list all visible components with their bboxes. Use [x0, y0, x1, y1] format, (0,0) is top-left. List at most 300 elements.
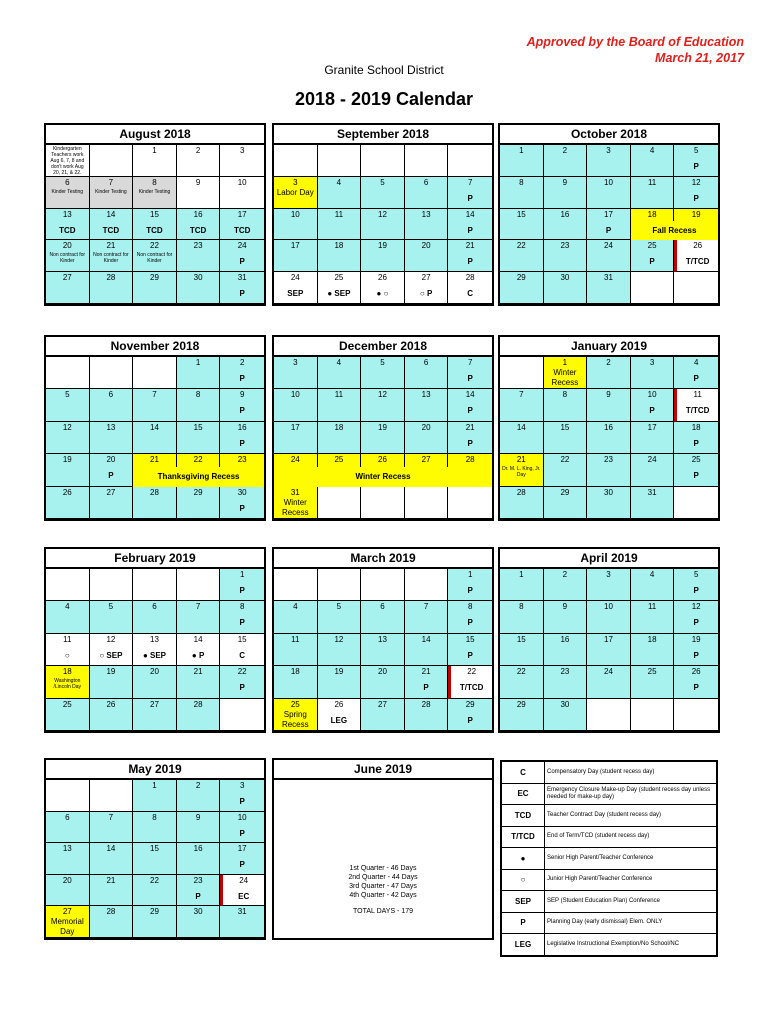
day-cell — [177, 601, 221, 633]
day-number — [274, 569, 317, 570]
day-number: 20 — [378, 667, 387, 677]
day-cell — [631, 601, 675, 633]
day-number: 24 — [290, 273, 300, 283]
day-cell — [361, 209, 405, 241]
day-cell — [220, 487, 264, 519]
day-note: Dr. M. L. King, Jr. Day — [502, 466, 541, 479]
day-cell — [674, 487, 718, 519]
day-cell — [631, 666, 675, 698]
day-code: TCD — [233, 225, 251, 235]
day-cell — [274, 209, 318, 241]
day-number: 9 — [562, 177, 568, 187]
day-cell — [46, 875, 90, 907]
day-number: 15 — [150, 209, 159, 219]
day-cell — [361, 240, 405, 272]
day-number: 14 — [465, 390, 475, 400]
day-number — [46, 357, 89, 358]
day-cell — [448, 209, 492, 241]
day-code: P — [239, 374, 245, 383]
day-number: 9 — [239, 390, 245, 400]
day-code: P — [239, 683, 245, 693]
day-cell — [587, 569, 631, 601]
day-number — [90, 569, 133, 570]
day-cell — [274, 389, 318, 421]
day-number: 15 — [150, 844, 159, 854]
day-number: 1 — [152, 781, 157, 790]
day-cell — [90, 272, 134, 304]
day-number — [274, 145, 317, 146]
day-number: 29 — [560, 487, 570, 497]
month-calendar — [498, 335, 720, 521]
day-number: 1 — [519, 570, 524, 579]
legend-row — [502, 913, 716, 935]
legend-row — [502, 827, 716, 849]
legend-description: Teacher Contract Day (student recess day) — [547, 811, 662, 818]
day-number: 22 — [516, 667, 526, 677]
day-note: Kinder Testing — [51, 188, 84, 195]
day-number: 1 — [562, 358, 568, 367]
day-number: 25 — [290, 699, 300, 709]
day-cell — [631, 634, 675, 666]
day-cell — [587, 422, 631, 454]
legend-description: SEP (Student Education Plan) Conference — [547, 897, 660, 904]
day-cell — [587, 177, 631, 209]
day-cell — [133, 843, 177, 875]
legend-row — [502, 848, 716, 870]
day-number: 10 — [647, 390, 657, 400]
day-number: 26 — [62, 487, 72, 497]
day-cell — [220, 177, 264, 209]
day-cell — [544, 145, 588, 177]
day-code: P — [693, 162, 699, 171]
legend-row — [502, 934, 716, 955]
day-number: 21 — [193, 667, 203, 677]
day-cell — [318, 209, 362, 241]
day-number: 29 — [150, 273, 159, 283]
day-number: 17 — [290, 241, 300, 251]
day-code: P — [467, 374, 473, 383]
day-number: 16 — [237, 422, 247, 432]
day-number: 4 — [649, 570, 655, 579]
day-cell — [220, 145, 264, 177]
day-number — [405, 487, 448, 488]
day-number — [631, 272, 674, 273]
day-number: 15 — [465, 634, 475, 644]
day-note: Washington /Lincoln Day — [53, 678, 82, 691]
day-cell — [500, 634, 544, 666]
day-cell — [90, 875, 134, 907]
day-cell — [318, 272, 362, 304]
day-number — [318, 569, 361, 570]
day-cell — [448, 177, 492, 209]
day-number — [177, 569, 220, 570]
day-cell — [587, 272, 631, 304]
day-code: P — [693, 471, 699, 481]
day-code: P — [108, 471, 114, 481]
day-number: 24 — [239, 875, 249, 885]
day-cell — [177, 272, 221, 304]
day-number — [361, 145, 404, 146]
day-number: 19 — [691, 634, 701, 644]
day-number: 17 — [237, 844, 247, 854]
day-cell — [46, 699, 90, 731]
day-cell — [318, 666, 362, 698]
day-cell — [46, 145, 90, 177]
day-cell — [674, 389, 718, 421]
day-cell — [361, 634, 405, 666]
day-number: 4 — [336, 358, 342, 367]
day-code: P — [467, 438, 473, 448]
day-number: 26 — [691, 667, 701, 677]
day-number: 11 — [647, 177, 657, 187]
day-number: 30 — [193, 273, 203, 283]
day-number: 17 — [604, 209, 613, 219]
day-number: 23 — [237, 455, 247, 465]
day-note: Kinder Testing — [95, 188, 127, 195]
legend-code: SEP — [502, 891, 545, 912]
day-number: 18 — [334, 241, 344, 251]
day-number — [631, 699, 674, 700]
day-number — [448, 145, 492, 146]
day-number: 31 — [237, 907, 247, 917]
day-number: 13 — [150, 634, 159, 644]
day-number: 11 — [693, 390, 702, 400]
day-cell — [220, 699, 264, 731]
day-cell — [587, 240, 631, 272]
day-cell — [544, 487, 588, 519]
day-cell — [544, 389, 588, 421]
day-cell — [361, 601, 405, 633]
day-cell — [448, 240, 492, 272]
month-june — [272, 758, 494, 940]
day-cell — [361, 272, 405, 304]
legend-code: ● — [502, 848, 545, 869]
day-cell — [318, 634, 362, 666]
day-cell — [46, 240, 90, 272]
day-number: 15 — [193, 422, 203, 432]
day-number: 21 — [465, 422, 475, 432]
day-number: 3 — [293, 177, 298, 187]
month-calendar — [498, 547, 720, 733]
day-cell — [318, 145, 362, 177]
day-number: 12 — [691, 177, 701, 187]
day-number: 16 — [560, 634, 570, 644]
day-cell — [448, 634, 492, 666]
day-cell — [274, 422, 318, 454]
day-cell — [90, 601, 134, 633]
day-code: EC — [238, 891, 250, 901]
approval-line: Approved by the Board of Education — [526, 35, 744, 49]
day-cell — [674, 454, 718, 486]
day-cell — [133, 422, 177, 454]
day-number: 19 — [106, 667, 116, 677]
month-calendar — [272, 547, 494, 733]
day-cell — [500, 454, 544, 486]
month-title: September 2018 — [274, 125, 492, 145]
day-code: P — [467, 193, 473, 203]
day-cell — [177, 875, 221, 907]
day-cell — [361, 569, 405, 601]
day-number: 10 — [604, 602, 613, 612]
day-cell — [274, 634, 318, 666]
page-title: 2018 - 2019 Calendar — [294, 89, 474, 109]
day-number: 27 — [106, 487, 116, 497]
day-number: 12 — [378, 209, 387, 219]
day-number — [500, 357, 543, 358]
day-number: 11 — [647, 602, 657, 612]
day-number: 2 — [562, 146, 568, 155]
legend-code: ○ — [502, 870, 545, 891]
day-code: P — [239, 503, 245, 513]
day-cell — [587, 634, 631, 666]
day-cell — [500, 699, 544, 731]
day-cell — [46, 454, 90, 486]
day-number: 1 — [152, 146, 157, 155]
day-number: 1 — [239, 570, 245, 579]
day-cell — [177, 209, 221, 241]
day-number: 4 — [693, 358, 699, 367]
day-number: 2 — [239, 358, 245, 367]
day-number: 15 — [237, 634, 247, 644]
day-number: 25 — [691, 455, 701, 465]
day-number: 18 — [62, 667, 72, 677]
day-number: 23 — [604, 455, 613, 465]
day-number: 29 — [150, 907, 159, 917]
day-code: SEP — [287, 289, 304, 299]
day-cell — [220, 666, 264, 698]
day-cell — [46, 357, 90, 389]
day-cell — [177, 906, 221, 938]
day-cell — [318, 240, 362, 272]
day-number: 24 — [647, 455, 657, 465]
day-number: 7 — [108, 812, 114, 822]
day-number: 7 — [467, 177, 473, 187]
day-number: 28 — [465, 455, 475, 465]
day-cell — [133, 272, 177, 304]
day-cell — [133, 601, 177, 633]
day-code: P — [467, 650, 473, 660]
day-number: 31 — [237, 273, 247, 283]
legend-description: Compensatory Day (student recess day) — [547, 768, 655, 775]
recess-label: Thanksgiving Recess — [133, 467, 264, 487]
day-cell — [177, 812, 221, 844]
day-cell — [46, 634, 90, 666]
day-number: 29 — [465, 699, 475, 709]
day-cell — [133, 875, 177, 907]
day-cell — [274, 240, 318, 272]
day-number — [220, 699, 264, 700]
legend-row — [502, 870, 716, 892]
day-number: 19 — [62, 455, 72, 465]
day-cell — [133, 906, 177, 938]
month-calendar — [272, 335, 494, 521]
month-title: June 2019 — [274, 760, 492, 780]
legend-description: Emergency Closure Make-up Day (student recess day unless needed for make-up day) — [547, 786, 711, 800]
day-number: 7 — [467, 358, 473, 367]
day-number: 11 — [334, 390, 344, 400]
day-cell — [500, 666, 544, 698]
day-cell — [220, 240, 264, 272]
day-number: 17 — [237, 209, 247, 219]
day-cell — [405, 569, 449, 601]
day-number: 18 — [290, 667, 300, 677]
day-number — [405, 145, 448, 146]
day-number: 4 — [336, 177, 342, 187]
holiday-label: Winter Recess — [281, 497, 309, 517]
day-number: 4 — [293, 602, 298, 612]
day-code: P — [693, 374, 699, 383]
day-number: 24 — [237, 241, 247, 251]
day-number: 28 — [106, 273, 116, 283]
month-calendar — [44, 758, 266, 940]
day-number — [90, 357, 133, 358]
day-number: 28 — [465, 273, 475, 283]
day-cell — [544, 177, 588, 209]
day-number: 3 — [239, 146, 245, 155]
day-number — [674, 272, 718, 273]
day-cell — [500, 357, 544, 389]
day-number: 8 — [152, 812, 157, 822]
day-cell — [500, 601, 544, 633]
day-cell — [405, 487, 449, 519]
holiday-label: Winter Recess — [551, 368, 579, 387]
day-number: 7 — [423, 602, 429, 612]
day-code: P — [693, 193, 699, 203]
day-cell — [274, 487, 318, 519]
day-cell — [544, 209, 588, 241]
day-number: 20 — [62, 875, 72, 885]
day-number: 15 — [516, 634, 526, 644]
day-number: 16 — [560, 209, 570, 219]
day-cell — [177, 177, 221, 209]
day-cell — [500, 487, 544, 519]
day-cell — [177, 780, 221, 812]
day-number: 13 — [378, 634, 387, 644]
day-cell — [90, 843, 134, 875]
day-cell — [405, 422, 449, 454]
day-number: 27 — [421, 455, 431, 465]
day-number: 10 — [237, 177, 247, 187]
day-code: T/TCD — [685, 406, 710, 416]
day-cell — [587, 699, 631, 731]
recess-label: Fall Recess — [631, 221, 718, 241]
day-number: 21 — [106, 875, 116, 885]
day-code: ○ — [64, 650, 70, 660]
day-cell — [631, 422, 675, 454]
day-cell — [361, 666, 405, 698]
legend-description: Planning Day (early dismissal) Elem. ONLY — [547, 919, 663, 926]
day-number: 28 — [516, 487, 526, 497]
day-number: 30 — [237, 487, 247, 497]
day-cell — [220, 357, 264, 389]
day-cell — [500, 209, 544, 241]
day-cell — [631, 177, 675, 209]
day-cell — [220, 272, 264, 304]
day-cell — [90, 569, 134, 601]
day-number: 22 — [467, 667, 477, 677]
day-code: P — [467, 225, 473, 235]
day-cell — [544, 357, 588, 389]
day-number: 23 — [193, 241, 203, 251]
day-number: 18 — [647, 209, 657, 219]
day-number: 18 — [647, 634, 657, 644]
day-number: 20 — [62, 241, 72, 251]
day-cell — [274, 601, 318, 633]
day-number: 20 — [421, 241, 431, 251]
day-cell — [177, 389, 221, 421]
day-cell — [46, 272, 90, 304]
day-number: 22 — [150, 241, 159, 251]
day-cell — [318, 487, 362, 519]
day-cell — [405, 240, 449, 272]
day-number: 6 — [423, 358, 429, 367]
day-number: 8 — [562, 390, 568, 400]
day-cell — [405, 272, 449, 304]
day-number: 4 — [65, 602, 70, 612]
day-cell — [46, 422, 90, 454]
day-number: 27 — [421, 273, 431, 283]
legend-row — [502, 784, 716, 806]
day-cell — [46, 487, 90, 519]
day-cell — [133, 487, 177, 519]
day-code: ● ○ — [376, 289, 389, 299]
day-number: 13 — [421, 209, 431, 219]
day-number: 22 — [237, 667, 247, 677]
day-cell — [133, 634, 177, 666]
day-number: 21 — [516, 455, 526, 465]
day-number: 19 — [691, 209, 701, 219]
day-number: 28 — [421, 699, 431, 709]
day-cell — [133, 145, 177, 177]
day-cell — [544, 272, 588, 304]
day-cell — [133, 177, 177, 209]
day-number: 6 — [380, 602, 385, 612]
day-cell — [448, 272, 492, 304]
quarter-line: 2nd Quarter - 44 Days — [348, 874, 418, 881]
day-number: 12 — [691, 602, 701, 612]
day-code: ○ SEP — [99, 650, 123, 660]
day-code: P — [693, 438, 699, 448]
day-number: 8 — [152, 177, 157, 187]
day-code: T/TCD — [685, 257, 710, 267]
day-note: Non contract for Kinder — [49, 252, 86, 265]
day-cell — [405, 601, 449, 633]
day-code: P — [649, 257, 655, 267]
day-cell — [90, 454, 134, 486]
day-cell — [133, 357, 177, 389]
day-code: LEG — [330, 715, 348, 725]
day-number: 17 — [647, 422, 657, 432]
day-number: 26 — [106, 699, 116, 709]
day-number: 14 — [516, 422, 526, 432]
day-cell — [90, 634, 134, 666]
day-cell — [177, 666, 221, 698]
day-cell — [46, 780, 90, 812]
day-number — [133, 569, 176, 570]
day-number: 2 — [195, 146, 201, 155]
day-cell — [544, 240, 588, 272]
day-number: 3 — [606, 146, 611, 155]
day-cell — [133, 209, 177, 241]
day-cell — [448, 699, 492, 731]
day-number: 25 — [334, 455, 344, 465]
legend-code: C — [502, 762, 545, 783]
day-number: 25 — [334, 273, 344, 283]
day-cell — [544, 601, 588, 633]
quarter-days — [274, 864, 492, 900]
day-code: TCD — [189, 225, 207, 235]
day-code: ○ P — [419, 289, 433, 299]
